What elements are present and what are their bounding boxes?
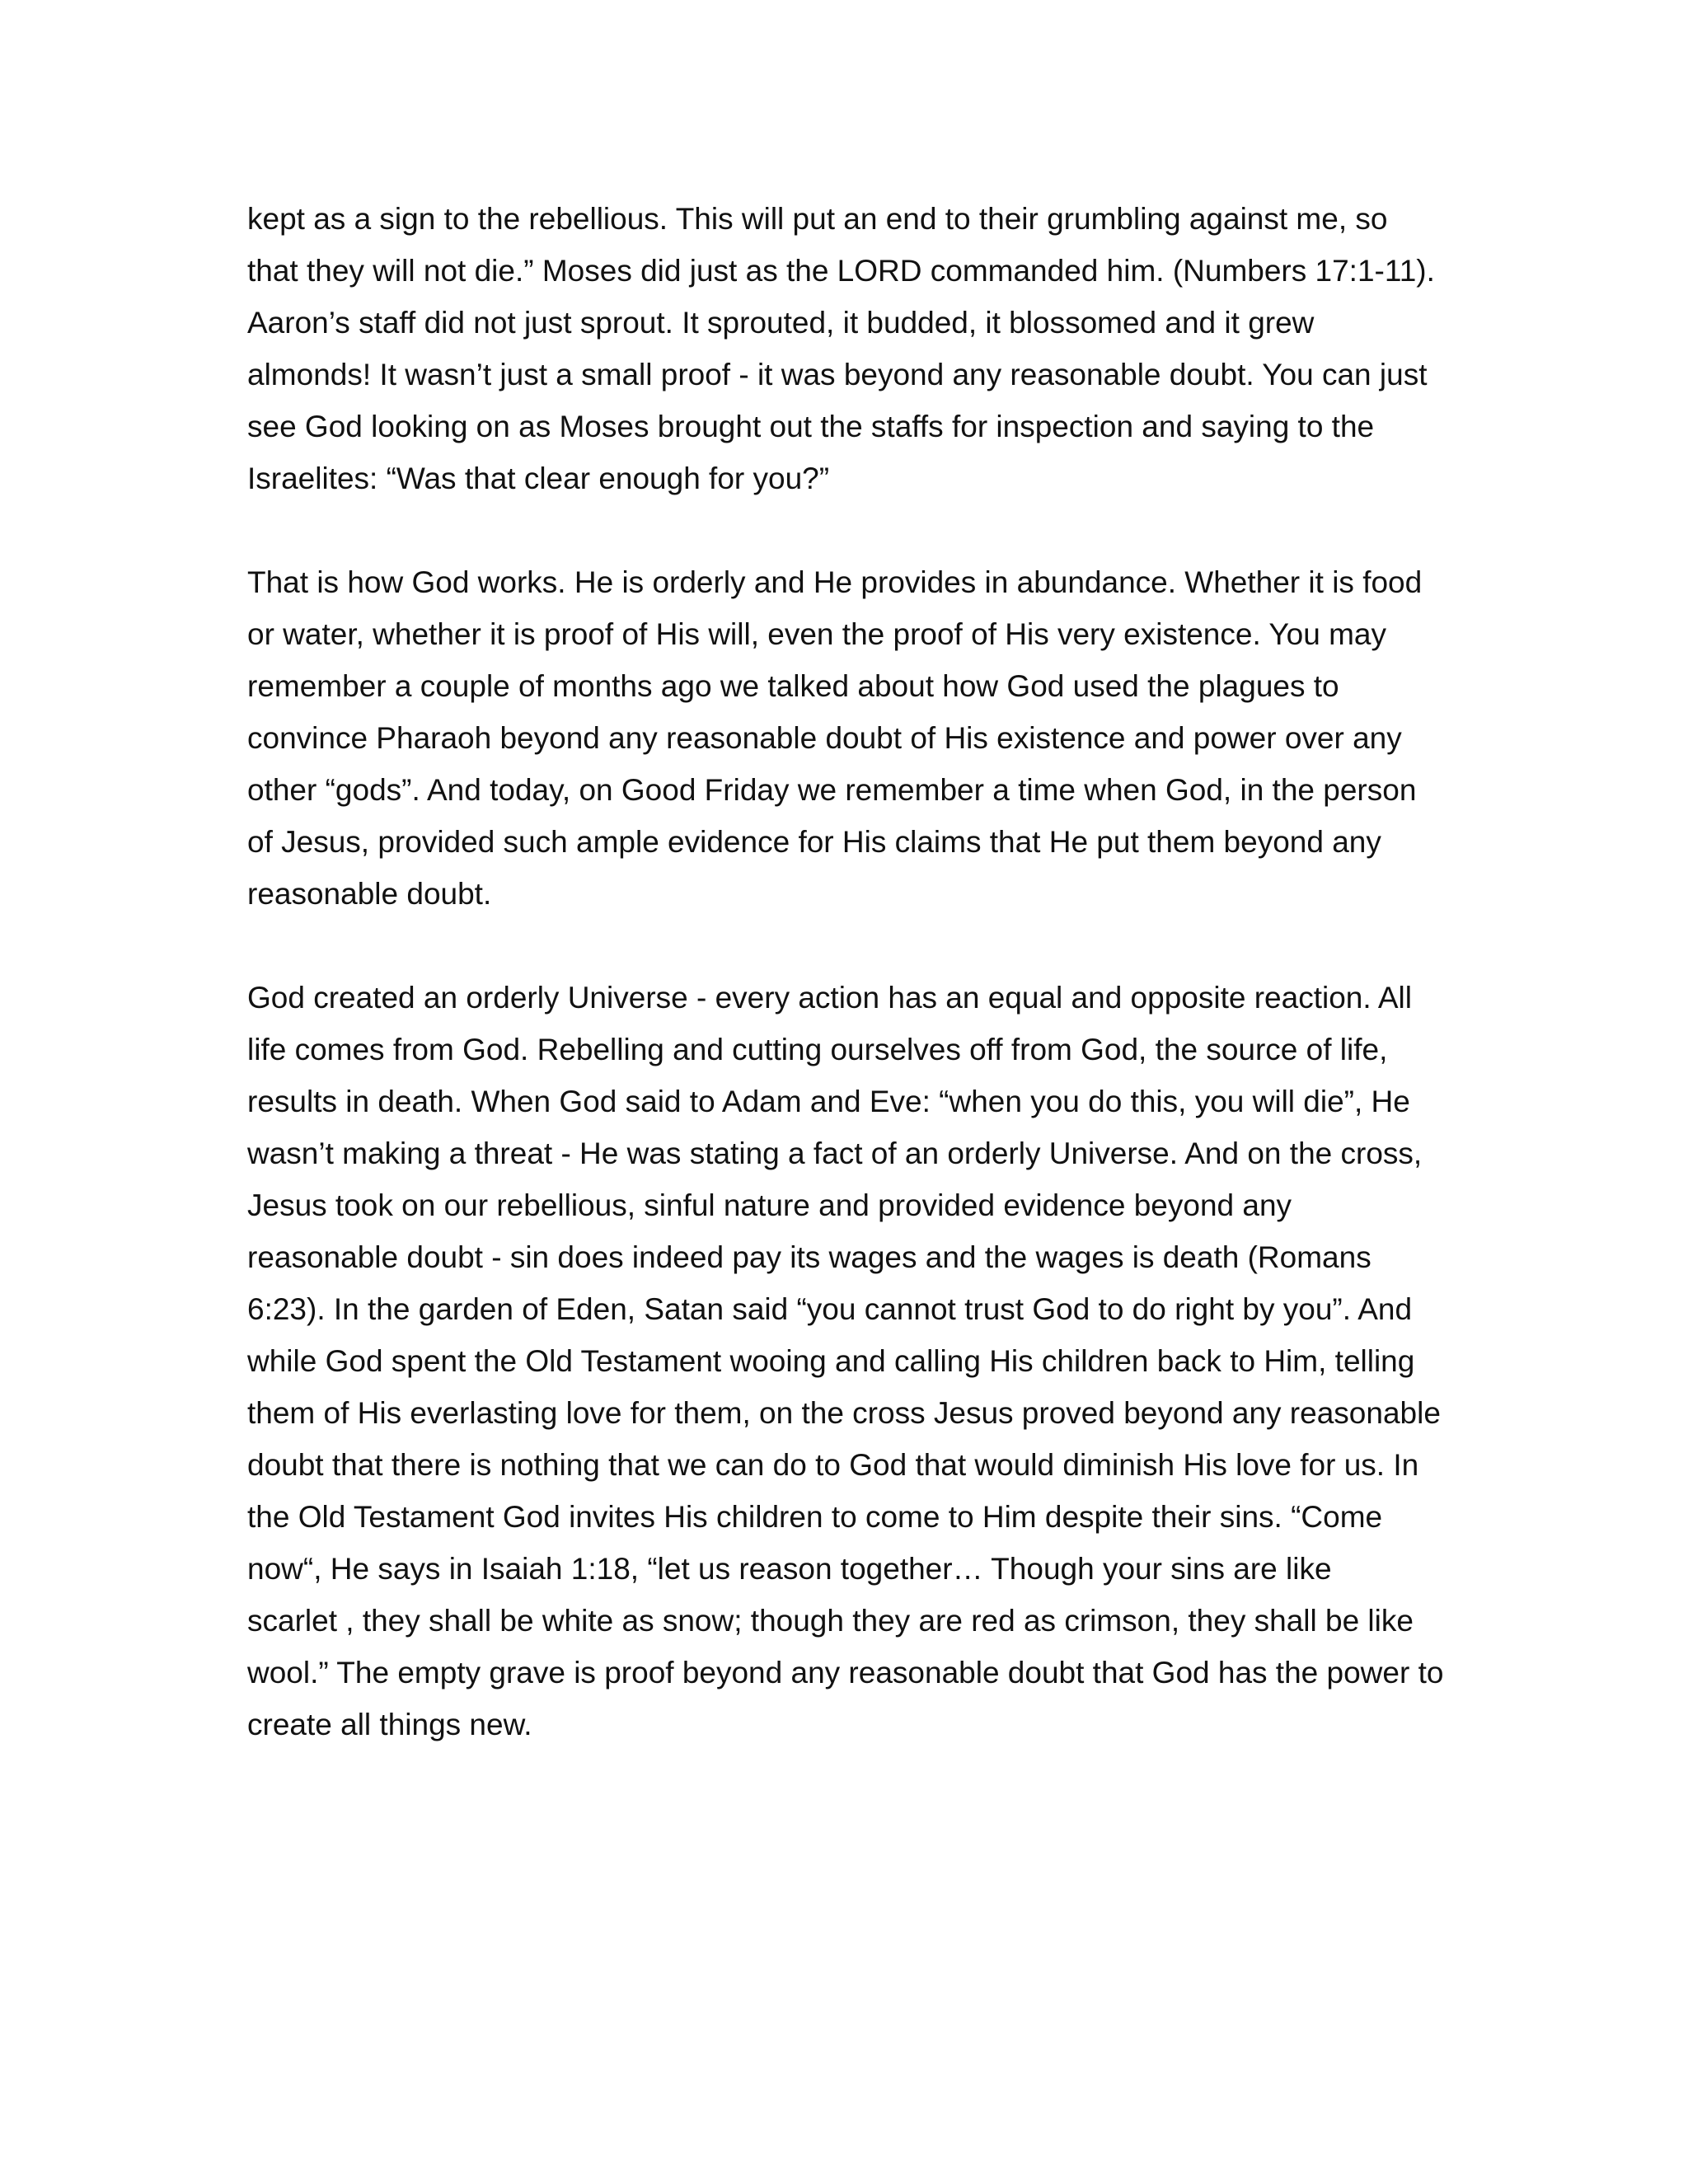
paragraph-2: That is how God works. He is orderly and He provides in abundance. Whether it is food or water, whether it is proof of His will, even the proof of His very existence. You may remember a couple of months ago we talked about how God used the plagues to convince Pharaoh beyond any reasonable doubt of His existence and power over any other “gods”. And today, on Good Friday we remember a time when God, in the person of Jesus, provided such ample evidence for His claims that He put them beyond any reasonable doubt. [247, 565, 1423, 911]
document-body [247, 193, 1451, 1750]
paragraph-1: kept as a sign to the rebellious. This will put an end to their grumbling against me, so that they will not die.” Moses did just as the LORD commanded him. (Numbers 17:1-11). Aaron’s staff did not just sprout. It sprouted, it budded, it blossomed and it grew almonds! It wasn’t just a small proof - it was beyond any reasonable doubt. You can just see God looking on as Moses brought out the staffs for inspection and saying to the Israelites: “Was that clear enough for you?” [247, 202, 1435, 495]
paragraph-3: God created an orderly Universe - every action has an equal and opposite reaction. All life comes from God. Rebelling and cutting ourselves off from God, the source of life, results in death. When God said to Adam and Eve: “when you do this, you will die”, He wasn’t making a threat - He was stating a fact of an orderly Universe. And on the cross, Jesus took on our rebellious, sinful nature and provided evidence beyond any reasonable doubt - sin does indeed pay its wages and the wages is death (Romans 6:23). In the garden of Eden, Satan said “you cannot trust God to do right by you”. And while God spent the Old Testament wooing and calling His children back to Him, telling them of His everlasting love for them, on the cross Jesus proved beyond any reasonable doubt that there is nothing that we can do to God that would diminish His love for us. In the Old Testament God invites His children to come to Him despite their sins. “Come now“, He says in Isaiah 1:18, “let us reason together… Though your sins are like scarlet , they shall be white as snow; though they are red as crimson, they shall be like wool.” The empty grave is proof beyond any reasonable doubt that God has the power to create all things new. [247, 981, 1444, 1741]
